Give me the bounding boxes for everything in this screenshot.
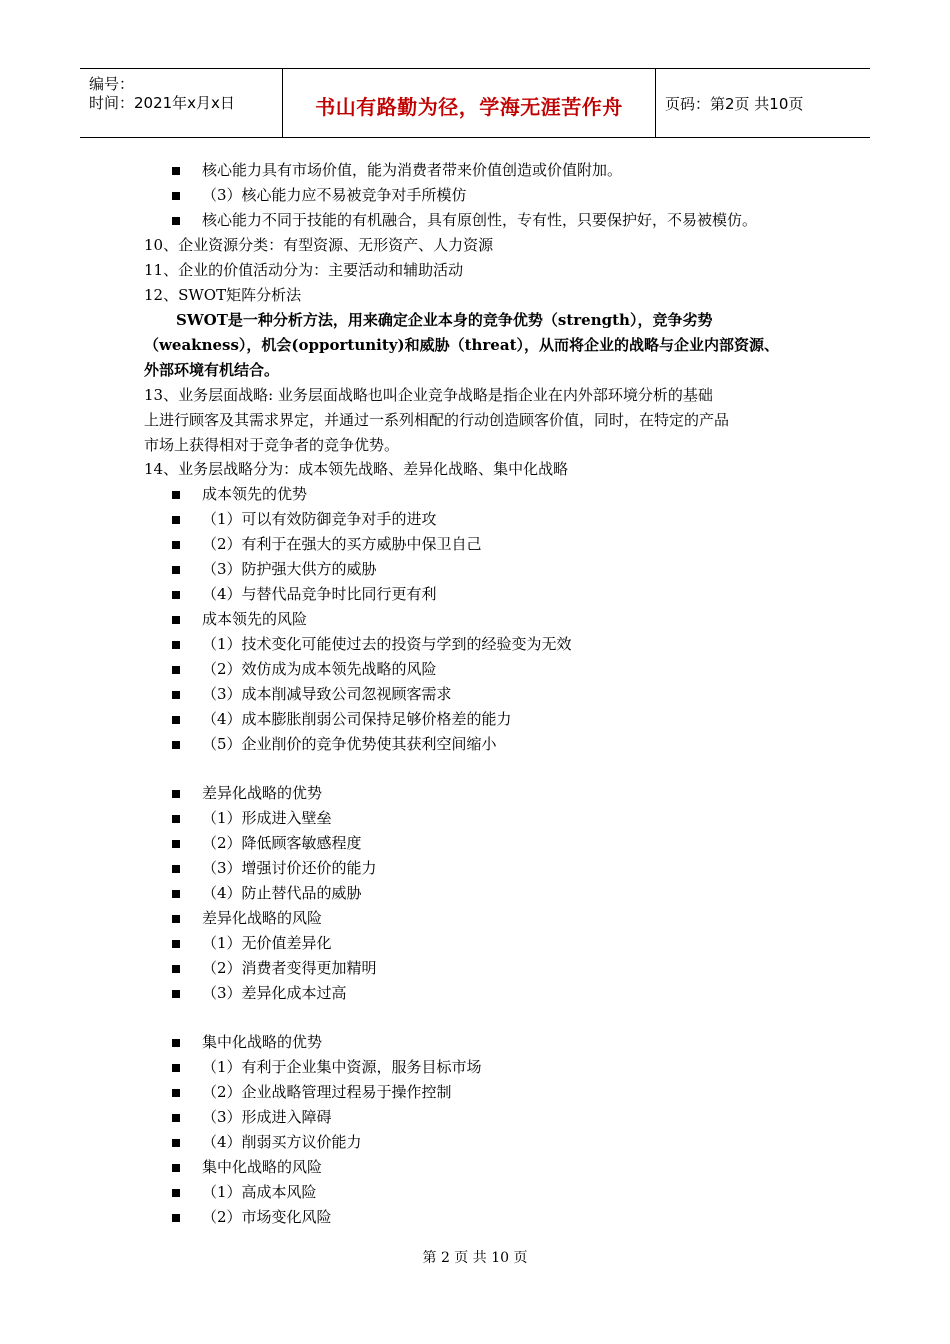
bullet-icon [172,741,180,749]
bullet-icon [172,815,180,823]
header-motto-cell [282,69,656,137]
item-12: 12、SWOT矩阵分析法 [144,286,302,304]
list-item: （2）降低顾客敏感程度 [202,834,362,852]
bullet-icon [172,1089,180,1097]
list-item: （3）差异化成本过高 [202,984,347,1002]
list-item: 差异化战略的风险 [202,909,323,927]
bullet-icon [172,1189,180,1197]
bullet-icon [172,666,180,674]
bullet-icon [172,641,180,649]
bullet-icon [172,491,180,499]
bullet-icon [172,716,180,724]
bullet-icon [172,566,180,574]
document-number-label: 编号： [89,75,135,93]
bullet-icon [172,591,180,599]
list-item: （2）效仿成为成本领先战略的风险 [202,660,437,678]
list-item: （4）防止替代品的威胁 [202,884,362,902]
list-item: （3）成本削减导致公司忽视顾客需求 [202,685,452,703]
item-13-line: 市场上获得相对于竞争者的竞争优势。 [144,436,400,454]
bullet-icon [172,1064,180,1072]
bullet-icon [172,1139,180,1147]
list-item: 集中化战略的风险 [202,1158,323,1176]
swot-definition-line: （weakness），机会(opportunity)和威胁（threat），从而将企业的战略与企业内部资源、 [144,336,780,354]
bullet-icon [172,217,180,225]
list-item: （2）有利于在强大的买方威胁中保卫自己 [202,535,482,553]
list-item: （1）高成本风险 [202,1183,317,1201]
list-item: （1）可以有效防御竞争对手的进攻 [202,510,437,528]
list-item: 核心能力具有市场价值，能为消费者带来价值创造或价值附加。 [202,161,623,179]
bullet-icon [172,1114,180,1122]
list-item: 核心能力不同于技能的有机融合，具有原创性，专有性，只要保护好，不易被模仿。 [202,211,758,229]
bullet-icon [172,790,180,798]
list-item: 差异化战略的优势 [202,784,323,802]
bullet-icon [172,865,180,873]
bullet-icon [172,691,180,699]
page-footer: 第 2 页 共 10 页 [422,1250,528,1266]
list-item: （4）成本膨胀削弱公司保持足够价格差的能力 [202,710,512,728]
bullet-icon [172,541,180,549]
list-item: （3）增强讨价还价的能力 [202,859,377,877]
header-motto: 书山有路勤为径，学海无涯苦作舟 [315,95,623,119]
bullet-icon [172,940,180,948]
item-11: 11、企业的价值活动分为：主要活动和辅助活动 [144,261,464,279]
bullet-icon [172,1214,180,1222]
bullet-icon [172,516,180,524]
header-page-cell [655,69,870,137]
bullet-icon [172,840,180,848]
item-14: 14、业务层战略分为：成本领先战略、差异化战略、集中化战略 [144,460,569,478]
bullet-icon [172,1164,180,1172]
bullet-icon [172,192,180,200]
list-item: （2）市场变化风险 [202,1208,332,1226]
list-item: （1）无价值差异化 [202,934,332,952]
list-item: （3）核心能力应不易被竞争对手所模仿 [202,186,467,204]
item-10: 10、企业资源分类：有型资源、无形资产、人力资源 [144,236,494,254]
bullet-icon [172,167,180,175]
list-item: （5）企业削价的竞争优势使其获利空间缩小 [202,735,497,753]
list-item: （1）技术变化可能使过去的投资与学到的经验变为无效 [202,635,572,653]
bullet-icon [172,890,180,898]
list-item: （1）有利于企业集中资源，服务目标市场 [202,1058,482,1076]
list-item: （4）与替代品竞争时比同行更有利 [202,585,437,603]
list-item: （2）企业战略管理过程易于操作控制 [202,1083,452,1101]
swot-definition-line: SWOT是一种分析方法，用来确定企业本身的竞争优势（strength），竞争劣势 [176,311,713,329]
list-item: 集中化战略的优势 [202,1033,323,1051]
bullet-icon [172,965,180,973]
swot-definition-line: 外部环境有机结合。 [144,361,280,379]
list-item: （1）形成进入壁垒 [202,809,332,827]
document-date-label: 时间：2021年x月x日 [89,94,235,112]
list-item: （3）形成进入障碍 [202,1108,332,1126]
header-info-cell [80,69,282,137]
bullet-icon [172,990,180,998]
page-header [80,68,870,138]
item-13-line: 上进行顾客及其需求界定，并通过一系列相配的行动创造顾客价值，同时，在特定的产品 [144,411,730,429]
list-item: 成本领先的风险 [202,610,308,628]
list-item: （3）防护强大供方的威胁 [202,560,377,578]
bullet-icon [172,1039,180,1047]
list-item: 成本领先的优势 [202,485,308,503]
list-item: （2）消费者变得更加精明 [202,959,377,977]
item-13-line: 13、业务层面战略: 业务层面战略也叫企业竞争战略是指企业在内外部环境分析的基础 [144,386,713,404]
bullet-icon [172,915,180,923]
list-item: （4）削弱买方议价能力 [202,1133,362,1151]
header-page-number: 页码：第2页 共10页 [665,95,804,113]
bullet-icon [172,616,180,624]
